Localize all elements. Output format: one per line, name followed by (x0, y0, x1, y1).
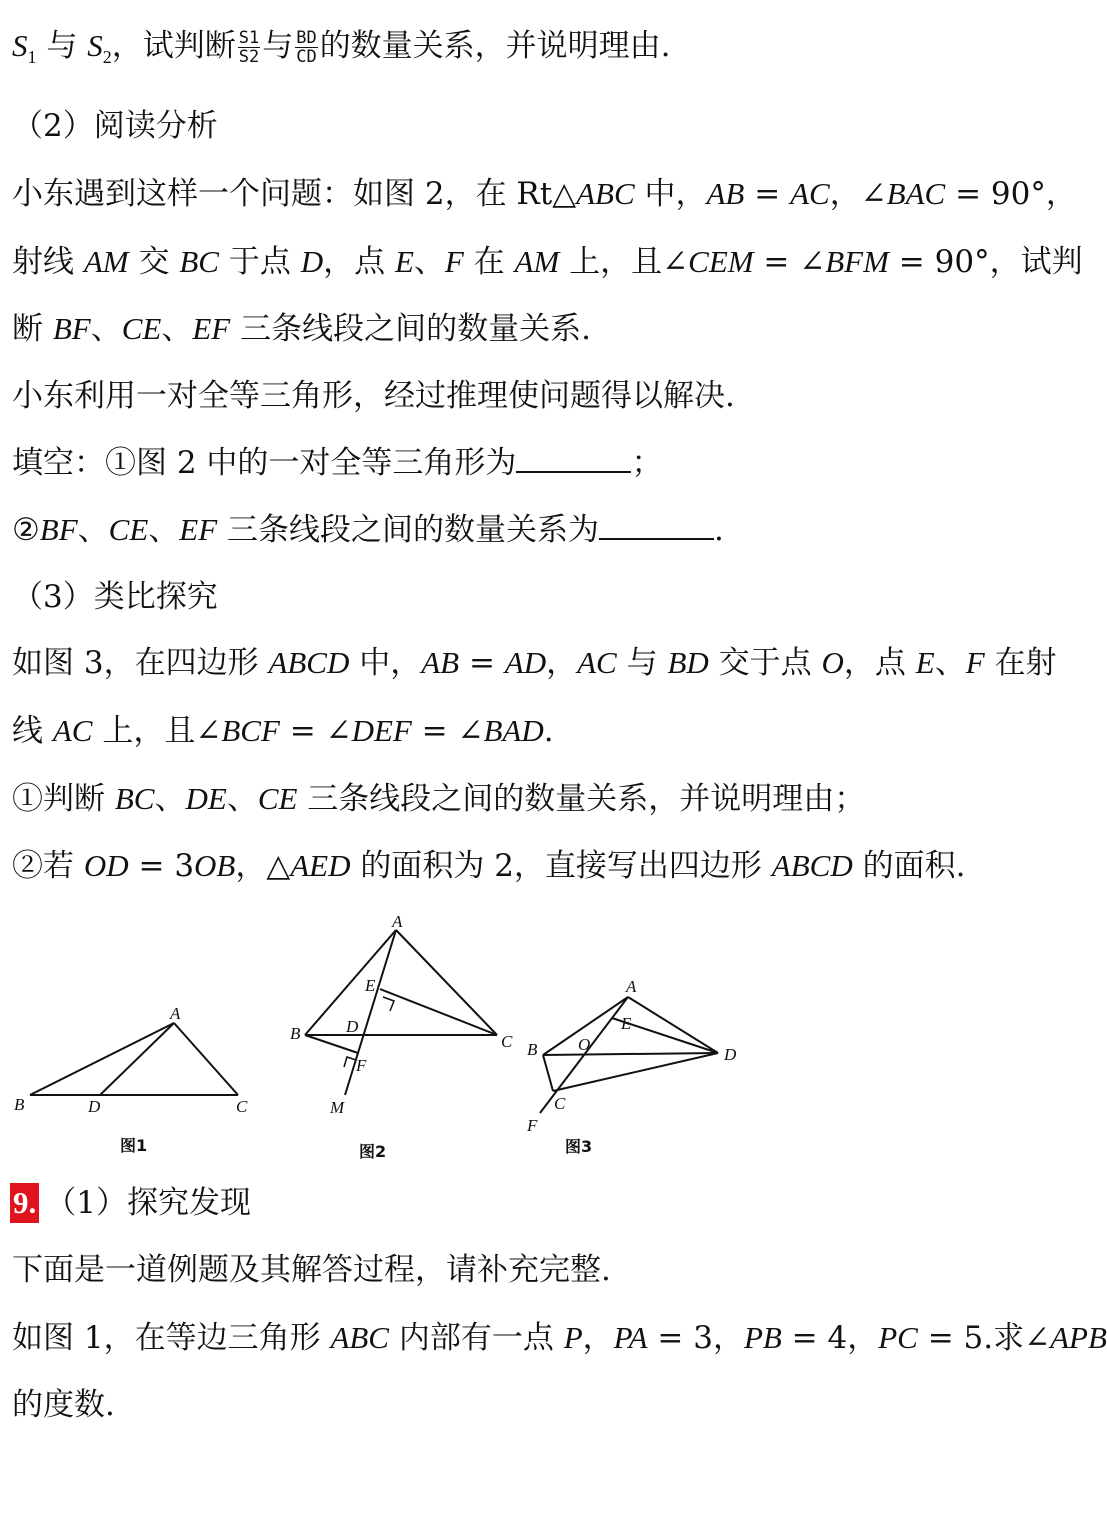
text-line-16: 如图 1，在等边三角形 ABC 内部有一点 P，PA = 3，PB = 4，PC = 5.求∠APB (12, 1320, 1107, 1356)
section-heading-2: （2）阅读分析 (12, 108, 218, 144)
fig1-label-d: D (88, 1097, 101, 1116)
fig1-segment-ac (174, 1023, 238, 1095)
text-line-11: 线 AC 上，且∠BCF = ∠DEF = ∠BAD. (12, 713, 554, 749)
fig1-segment-da (100, 1023, 174, 1095)
fig2-label-m: M (330, 1098, 345, 1117)
fill-blank-line-2: ②BF、CE、EF 三条线段之间的数量关系为 . (12, 512, 724, 548)
text-line-13: ②若 OD = 3OB，△AED 的面积为 2，直接写出四边形 ABCD 的面积. (12, 848, 966, 884)
figures-row (0, 905, 1080, 1165)
fig2-label-b: B (290, 1024, 301, 1043)
fig2-segment-ac (396, 930, 497, 1035)
fig1-label-a: A (170, 1004, 181, 1023)
text-line-17: 的度数. (12, 1387, 115, 1423)
fig2-segment-ce (380, 989, 497, 1035)
fig1-segment-ba (30, 1023, 174, 1095)
answer-blank-2[interactable] (599, 512, 714, 540)
answer-blank-1[interactable] (516, 445, 631, 473)
fig3-segment-bd (543, 1053, 718, 1055)
fig2-label-f: F (356, 1056, 367, 1075)
s2-symbol: $S_2$ (87, 28, 112, 68)
fig3-label-b: B (527, 1040, 538, 1059)
fig2-label-e: E (365, 976, 376, 995)
fig3-label-o: O (578, 1035, 591, 1054)
fig3-segment-bc (543, 1055, 553, 1091)
text-line-12: ①判断 BC、DE、CE 三条线段之间的数量关系，并说明理由； (12, 781, 866, 817)
fig2-right-angle-e (383, 997, 394, 1011)
fig3-label-e: E (621, 1014, 632, 1033)
question-9-heading: 9. （1）探究发现 (10, 1183, 1070, 1223)
fig1-label-b: B (14, 1095, 25, 1114)
fig2-segment-bf (305, 1035, 358, 1053)
text-line-4: 射线 AM 交 BC 于点 D，点 E、F 在 AM 上，且∠CEM = ∠BFM = 90°，试判 (12, 244, 1083, 280)
text-line-6: 小东利用一对全等三角形，经过推理使问题得以解决. (12, 378, 735, 414)
text-line-10: 如图 3，在四边形 ABCD 中，AB = AD，AC 与 BD 交于点 O，点 E、F 在射 (12, 645, 1057, 681)
fig3-label-f: F (527, 1116, 538, 1135)
fig3-segment-cd (553, 1053, 718, 1091)
fig2-label-d: D (346, 1017, 359, 1036)
fraction-bd-cd: $\frac{BD}{CD}$ (296, 28, 317, 67)
question-number-badge: 9. (10, 1183, 39, 1223)
fig3-caption: 图3 (565, 1137, 593, 1156)
fig2-caption: 图2 (359, 1142, 387, 1161)
text-line-1: $S_1$ 与 $S_2$，试判断 $\frac{S1}{S2}$ 与 $\frac{BD}{CD}$ 的数量关系，并说明理由. (12, 28, 671, 68)
fig2-label-c: C (501, 1032, 513, 1051)
figure-2 (305, 930, 497, 1095)
text-line-15: 下面是一道例题及其解答过程，请补充完整. (12, 1252, 611, 1288)
text-line-5: 断 BF、CE、EF 三条线段之间的数量关系. (12, 311, 591, 347)
fig3-label-a: A (626, 977, 637, 996)
fig1-label-c: C (236, 1097, 248, 1116)
fig2-label-a: A (392, 912, 403, 931)
fig2-ray-am (345, 930, 396, 1095)
fig3-label-c: C (554, 1094, 566, 1113)
fig3-label-d: D (724, 1045, 737, 1064)
text-line-3: 小东遇到这样一个问题：如图 2，在 Rt△ABC 中，AB = AC，∠BAC = 90°， (12, 176, 1077, 212)
section-heading-3: （3）类比探究 (12, 579, 218, 615)
fig1-caption: 图1 (120, 1136, 148, 1155)
fill-blank-line-1: 填空：①图 2 中的一对全等三角形为 ； (12, 445, 663, 481)
fraction-s1-s2: $\frac{S1}{S2}$ (238, 28, 260, 67)
s1-symbol: $S_1$ (12, 28, 37, 68)
figure-1 (30, 1023, 238, 1095)
fig3-segment-ad (628, 997, 718, 1053)
